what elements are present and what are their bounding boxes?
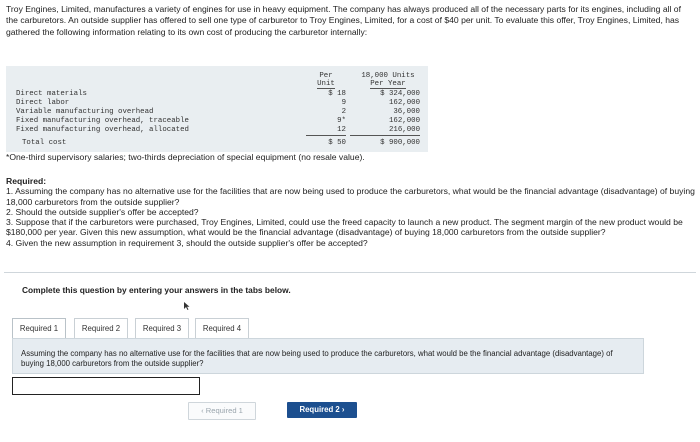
row-year-cost: 162,000 [388,99,420,107]
year-header-1: 18,000 Units [361,72,415,80]
required-heading: Required: [6,176,47,186]
question-text: Assuming the company has no alternative use for the facilities that are now being used to produce the carburetors, what would be the financial advantage (disadvantage) of buying 18,000 carburetors from the outside supplier? [21,349,613,368]
required-section [6,176,696,248]
answer-input[interactable] [13,381,199,397]
row-unit-cost: 12 [306,125,346,136]
next-button[interactable]: Required 2 › [287,402,357,418]
unit-header-2: Unit [317,80,335,88]
previous-button[interactable]: ‹ Required 1 [188,402,256,420]
row-label: Direct materials [16,90,87,98]
row-label: Direct labor [16,99,70,107]
tab-required-3[interactable]: Required 3 [135,318,189,339]
row-unit-cost: 9 [341,99,346,107]
table-footnote: *One-third supervisory salaries; two-thirds depreciation of special equipment (no resale value). [6,152,365,162]
divider [4,272,696,273]
answer-field[interactable] [12,377,200,395]
tab-required-2[interactable]: Required 2 [74,318,128,339]
row-year-cost: $ 324,000 [380,90,420,98]
unit-header-1: Per [319,72,333,80]
mouse-cursor-icon [184,302,190,310]
row-label: Fixed manufacturing overhead, allocated [16,126,189,134]
table-row [6,125,428,135]
row-year-cost: 216,000 [350,125,420,136]
row-year-cost: 162,000 [388,117,420,125]
total-unit-cost: $ 50 [328,139,346,147]
instruction-text: Complete this question by entering your answers in the tabs below. [22,285,291,295]
total-label: Total cost [22,139,67,147]
required-item-3: 3. Suppose that if the carburetors were purchased, Troy Engines, Limited, could use the freed capacity to launch a new product. The segment margin of the new product would be $180,000 per year. Given this new assumption, what would be the financial advantage (disadvantage) of buying 18,000 carburetors from the outside supplier? [6,217,683,238]
question-panel [12,338,644,374]
required-item-2: 2. Should the outside supplier's offer be accepted? [6,206,199,217]
required-item-4: 4. Given the new assumption in requirement 3, should the outside supplier's offer be accepted? [6,237,368,248]
table-total-row [6,138,428,148]
tab-required-1[interactable]: Required 1 [12,318,66,339]
row-label: Variable manufacturing overhead [16,108,154,116]
total-year-cost: $ 900,000 [380,139,420,147]
required-item-1: 1. Assuming the company has no alternative use for the facilities that are now being used to produce the carburetors, what would be the financial advantage (disadvantage) of buying 18,000 carburetors from the outside supplier? [6,186,695,207]
row-unit-cost: 9* [337,117,346,125]
row-label: Fixed manufacturing overhead, traceable [16,117,189,125]
tab-required-4[interactable]: Required 4 [195,318,249,339]
problem-intro: Troy Engines, Limited, manufactures a variety of engines for use in heavy equipment. The company has always produced all of the necessary parts for its engines, including all of the carburetors. An outside supplier has offered to sell one type of carburetor to Troy Engines, Limited, for a cost of $40 per unit. To evaluate this offer, Troy Engines, Limited, has gathered the following information relating to its own cost of producing the carburetor internally: [6,4,681,37]
row-year-cost: 36,000 [393,108,420,116]
row-unit-cost: $ 18 [328,90,346,98]
year-header-2: Per Year [370,80,406,88]
row-unit-cost: 2 [341,108,346,116]
cost-table [6,66,428,152]
